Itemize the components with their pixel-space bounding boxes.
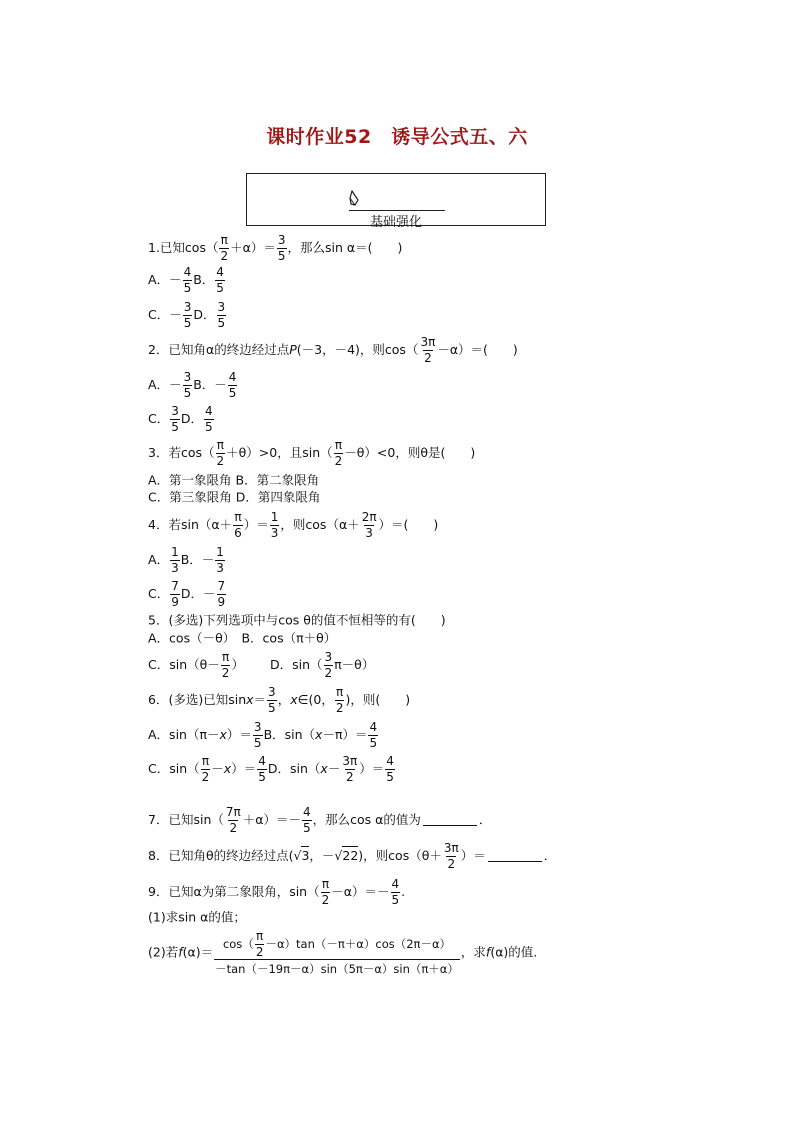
question-4-options-ab bbox=[148, 546, 226, 574]
math-text: f bbox=[178, 944, 183, 960]
question-5-options-cd bbox=[148, 651, 374, 679]
fraction bbox=[324, 651, 334, 679]
math-text: 7．已知sin（ bbox=[148, 811, 224, 827]
math-text: ． bbox=[478, 811, 492, 827]
fraction bbox=[201, 755, 211, 783]
math-text: D．sin（ bbox=[267, 760, 321, 776]
math-text: x bbox=[290, 691, 298, 707]
fraction bbox=[335, 686, 345, 714]
math-text: 5 bbox=[253, 735, 262, 750]
math-text: x bbox=[219, 726, 227, 742]
fraction bbox=[267, 686, 277, 714]
math-text: ，则cos（α＋ bbox=[280, 516, 360, 532]
math-text: 7 bbox=[217, 579, 226, 593]
sqrt-symbol: √ bbox=[293, 847, 302, 863]
math-text: f bbox=[485, 944, 491, 960]
math-text: C．sin（θ－ bbox=[148, 656, 220, 672]
math-text: (α)＝ bbox=[182, 944, 214, 960]
math-text: 3 bbox=[365, 525, 373, 540]
question-9-part-1 bbox=[148, 911, 246, 924]
math-text: －α）tan（－π＋α）cos（2π－α） bbox=[265, 937, 452, 952]
math-text: 1 bbox=[270, 510, 279, 524]
math-text: 3 bbox=[277, 233, 286, 247]
math-text: 5 bbox=[205, 419, 213, 434]
fraction bbox=[183, 371, 193, 399]
fraction bbox=[225, 806, 242, 834]
math-text: cos（ bbox=[222, 937, 254, 952]
math-text: － bbox=[211, 760, 224, 776]
math-text: 5 bbox=[216, 280, 224, 295]
section-label: 基础强化 bbox=[369, 215, 422, 230]
fraction bbox=[321, 878, 331, 906]
math-text: ∈(0， bbox=[297, 691, 334, 707]
question-8-stem bbox=[148, 842, 556, 870]
math-text: 5 bbox=[183, 385, 192, 400]
math-text: ，－ bbox=[309, 847, 335, 863]
math-text: 4 bbox=[369, 720, 378, 734]
math-text: (1)求sin α的值； bbox=[148, 909, 246, 925]
math-text: 5 bbox=[391, 892, 400, 907]
fraction bbox=[219, 234, 229, 262]
math-text: ） bbox=[231, 656, 244, 672]
math-text: －tan（－19π－α）sin（5π－α）sin（π＋α） bbox=[214, 959, 460, 975]
math-text: 5 bbox=[268, 700, 276, 715]
math-text: 3π bbox=[420, 335, 436, 349]
math-text: B．－ bbox=[193, 376, 227, 392]
math-text: π bbox=[256, 929, 264, 943]
fraction bbox=[217, 580, 227, 608]
math-text: )，则cos（θ＋ bbox=[358, 847, 442, 863]
fraction bbox=[170, 580, 180, 608]
math-text: －α）＝( ) bbox=[437, 341, 518, 357]
fraction bbox=[183, 301, 193, 329]
fraction bbox=[221, 651, 231, 679]
math-text: C．sin（ bbox=[148, 760, 200, 776]
math-text: A．cos（－θ） B．cos（π＋θ） bbox=[148, 630, 337, 646]
math-text: A． bbox=[148, 551, 170, 567]
question-6-options-cd bbox=[148, 755, 396, 783]
page-title: 课时作业52 诱导公式五、六 bbox=[266, 126, 528, 148]
question-1-stem bbox=[148, 234, 402, 262]
math-text: 1 bbox=[171, 545, 179, 559]
math-text: π bbox=[234, 510, 242, 524]
math-text: 5 bbox=[277, 248, 286, 263]
math-text: 5 bbox=[183, 280, 192, 295]
math-text: π bbox=[222, 650, 230, 664]
math-text: 3 bbox=[183, 300, 192, 314]
math-text: ）＝ bbox=[359, 760, 385, 776]
math-text: ）＝ bbox=[231, 760, 257, 776]
pencil-icon bbox=[348, 190, 362, 208]
math-text: 4 bbox=[216, 265, 224, 279]
math-text: － bbox=[327, 760, 341, 776]
question-7-stem bbox=[148, 806, 491, 834]
fraction bbox=[361, 511, 378, 539]
math-text: 9 bbox=[171, 594, 179, 609]
math-text: ＋α）＝ bbox=[230, 239, 276, 255]
question-1-options-cd bbox=[148, 301, 227, 329]
math-text: 3 bbox=[183, 370, 192, 384]
math-text: . bbox=[401, 883, 406, 899]
fraction bbox=[443, 842, 460, 870]
question-6-stem bbox=[148, 686, 410, 714]
math-text: ＋θ）>0，且sin（ bbox=[226, 444, 333, 460]
math-text: π bbox=[321, 877, 330, 891]
question-2-options-ab bbox=[148, 371, 238, 399]
math-text: 6 bbox=[234, 525, 242, 540]
math-text: ，那么cos α的值为 bbox=[312, 811, 421, 827]
math-text: 3π bbox=[443, 841, 459, 855]
math-text: 2 bbox=[335, 700, 344, 715]
math-text: B．－ bbox=[180, 551, 215, 567]
math-text: 3 bbox=[171, 560, 179, 575]
fraction bbox=[368, 721, 378, 749]
math-text: P bbox=[289, 341, 297, 357]
fraction bbox=[215, 546, 225, 574]
math-text: 2 bbox=[201, 769, 210, 784]
math-text: π－θ） bbox=[334, 656, 375, 672]
fraction bbox=[183, 266, 193, 294]
fraction bbox=[204, 405, 214, 433]
math-text: 2π bbox=[361, 510, 377, 524]
math-text: 2 bbox=[216, 453, 225, 468]
math-text: (α)的值. bbox=[490, 944, 538, 960]
math-text: 3 bbox=[216, 560, 224, 575]
question-5-stem bbox=[148, 614, 446, 627]
math-text: C．－ bbox=[148, 306, 182, 322]
math-text: ． bbox=[543, 847, 557, 863]
math-text: B．sin（ bbox=[263, 726, 316, 742]
math-text: 1.已知cos（ bbox=[148, 239, 219, 255]
math-text: π bbox=[216, 438, 224, 452]
math-text: 22 bbox=[342, 847, 359, 863]
math-text: ）＝ bbox=[226, 726, 252, 742]
fraction bbox=[233, 511, 243, 539]
math-text: 5 bbox=[369, 735, 378, 750]
fraction bbox=[419, 336, 436, 364]
fraction bbox=[215, 266, 225, 294]
math-text: ＝ bbox=[253, 691, 267, 707]
math-text: A．sin（π－ bbox=[148, 726, 220, 742]
math-text: C． bbox=[148, 585, 170, 601]
math-text: ，求 bbox=[460, 944, 486, 960]
question-5-options-ab bbox=[148, 632, 336, 645]
math-text: x bbox=[223, 760, 232, 776]
math-text: x bbox=[315, 726, 323, 742]
math-text: D． bbox=[193, 306, 216, 322]
math-text: 3 bbox=[253, 720, 262, 734]
math-text: －θ）<0，则θ是( ) bbox=[344, 444, 476, 460]
math-text: 2 bbox=[229, 820, 238, 835]
math-text: 3．若cos（ bbox=[148, 444, 215, 460]
math-text: 5 bbox=[386, 769, 394, 784]
math-text: A．第一象限角 B．第二象限角 bbox=[148, 472, 320, 488]
math-text: 4 bbox=[302, 805, 311, 819]
fraction bbox=[302, 806, 312, 834]
fraction bbox=[253, 721, 263, 749]
fraction bbox=[277, 234, 287, 262]
math-text: 1 bbox=[216, 545, 224, 559]
fraction bbox=[257, 755, 267, 783]
math-text: 4 bbox=[258, 754, 266, 768]
math-text: 2 bbox=[220, 248, 229, 263]
math-text: x bbox=[246, 691, 254, 707]
math-text: 5 bbox=[302, 820, 311, 835]
math-text: A．－ bbox=[148, 376, 182, 392]
math-text: 2 bbox=[334, 453, 343, 468]
question-4-options-cd bbox=[148, 580, 227, 608]
math-text: 2 bbox=[447, 856, 456, 871]
fraction bbox=[217, 301, 227, 329]
section-header-box bbox=[246, 173, 546, 230]
math-text: 2．已知角α的终边经过点 bbox=[148, 341, 290, 357]
math-text: 9 bbox=[217, 594, 226, 609]
math-text: 4 bbox=[391, 877, 400, 891]
math-text: A．－ bbox=[148, 271, 182, 287]
math-text: π bbox=[220, 233, 228, 247]
math-text: )，则( ) bbox=[345, 691, 411, 707]
big-fraction bbox=[214, 930, 460, 975]
math-text: 5．(多选)下列选项中与cos θ的值不恒相等的有( ) bbox=[148, 612, 446, 628]
question-6-options-ab bbox=[148, 721, 379, 749]
math-text: ）＝( ) bbox=[378, 516, 439, 532]
math-text: －π）＝ bbox=[322, 726, 368, 742]
math-text: (2)若 bbox=[148, 944, 179, 960]
question-3-options-cd bbox=[148, 491, 320, 504]
math-text: π bbox=[336, 685, 344, 699]
math-text: 2 bbox=[255, 944, 264, 959]
math-text: ＋α）＝－ bbox=[242, 811, 301, 827]
math-text: 5 bbox=[258, 769, 266, 784]
math-text: (－3，－4)，则cos（ bbox=[296, 341, 419, 357]
math-text: 4．若sin（α＋ bbox=[148, 516, 233, 532]
math-text: 7 bbox=[171, 579, 179, 593]
question-1-options-ab bbox=[148, 266, 226, 294]
math-text: 3π bbox=[342, 754, 358, 768]
fraction bbox=[341, 755, 358, 783]
fraction bbox=[270, 511, 280, 539]
math-text: x bbox=[320, 760, 328, 776]
math-text: 3 bbox=[268, 685, 276, 699]
fraction bbox=[255, 930, 265, 958]
math-text: 5 bbox=[217, 315, 226, 330]
fraction bbox=[216, 439, 226, 467]
question-3-options-ab bbox=[148, 474, 319, 487]
fraction bbox=[170, 546, 180, 574]
math-text: 6．(多选)已知sin bbox=[148, 691, 247, 707]
math-text: B． bbox=[193, 271, 215, 287]
math-text: 4 bbox=[205, 404, 213, 418]
math-text: π bbox=[334, 438, 343, 452]
question-3-stem bbox=[148, 439, 475, 467]
math-text: 5 bbox=[183, 315, 192, 330]
question-9-stem bbox=[148, 878, 405, 906]
fraction bbox=[385, 755, 395, 783]
math-text: 3 bbox=[301, 847, 310, 863]
math-text: D． bbox=[180, 410, 204, 426]
math-text: 3 bbox=[217, 300, 226, 314]
answer-blank[interactable] bbox=[488, 851, 542, 862]
math-text: C．第三象限角 D．第四象限角 bbox=[148, 489, 321, 505]
question-2-options-cd bbox=[148, 405, 215, 433]
math-text: 9．已知α为第二象限角，sin（ bbox=[148, 883, 320, 899]
math-text: 3 bbox=[270, 525, 279, 540]
math-text: 2 bbox=[324, 665, 333, 680]
math-text: ，那么sin α＝( ) bbox=[287, 239, 403, 255]
math-text: －α）＝－ bbox=[331, 883, 390, 899]
math-text: ， bbox=[277, 691, 291, 707]
math-text: 2 bbox=[424, 350, 432, 365]
question-4-stem bbox=[148, 511, 438, 539]
math-text bbox=[222, 930, 452, 959]
math-text: 4 bbox=[386, 754, 394, 768]
math-text: D．－ bbox=[180, 585, 216, 601]
math-text: 8．已知角θ的终边经过点( bbox=[148, 847, 294, 863]
fraction bbox=[334, 439, 344, 467]
math-text: 2 bbox=[221, 665, 230, 680]
question-9-part-2 bbox=[148, 930, 537, 975]
answer-blank[interactable] bbox=[423, 815, 477, 826]
math-text: 3 bbox=[171, 404, 179, 418]
math-text: 5 bbox=[171, 419, 179, 434]
math-text: ）＝ bbox=[243, 516, 269, 532]
math-text: 4 bbox=[228, 370, 237, 384]
question-2-stem bbox=[148, 336, 518, 364]
math-text: 7π bbox=[225, 805, 241, 819]
math-text: π bbox=[201, 754, 210, 768]
math-text: 2 bbox=[345, 769, 354, 784]
sqrt-symbol: √ bbox=[334, 847, 343, 863]
math-text: ）＝ bbox=[460, 847, 486, 863]
fraction bbox=[391, 878, 401, 906]
math-text: 5 bbox=[228, 385, 237, 400]
fraction bbox=[228, 371, 238, 399]
math-text: D．sin（ bbox=[269, 656, 323, 672]
math-text: C． bbox=[148, 410, 170, 426]
math-text: 4 bbox=[183, 265, 192, 279]
math-text: 3 bbox=[324, 650, 333, 664]
math-text: 2 bbox=[321, 892, 330, 907]
fraction bbox=[170, 405, 180, 433]
